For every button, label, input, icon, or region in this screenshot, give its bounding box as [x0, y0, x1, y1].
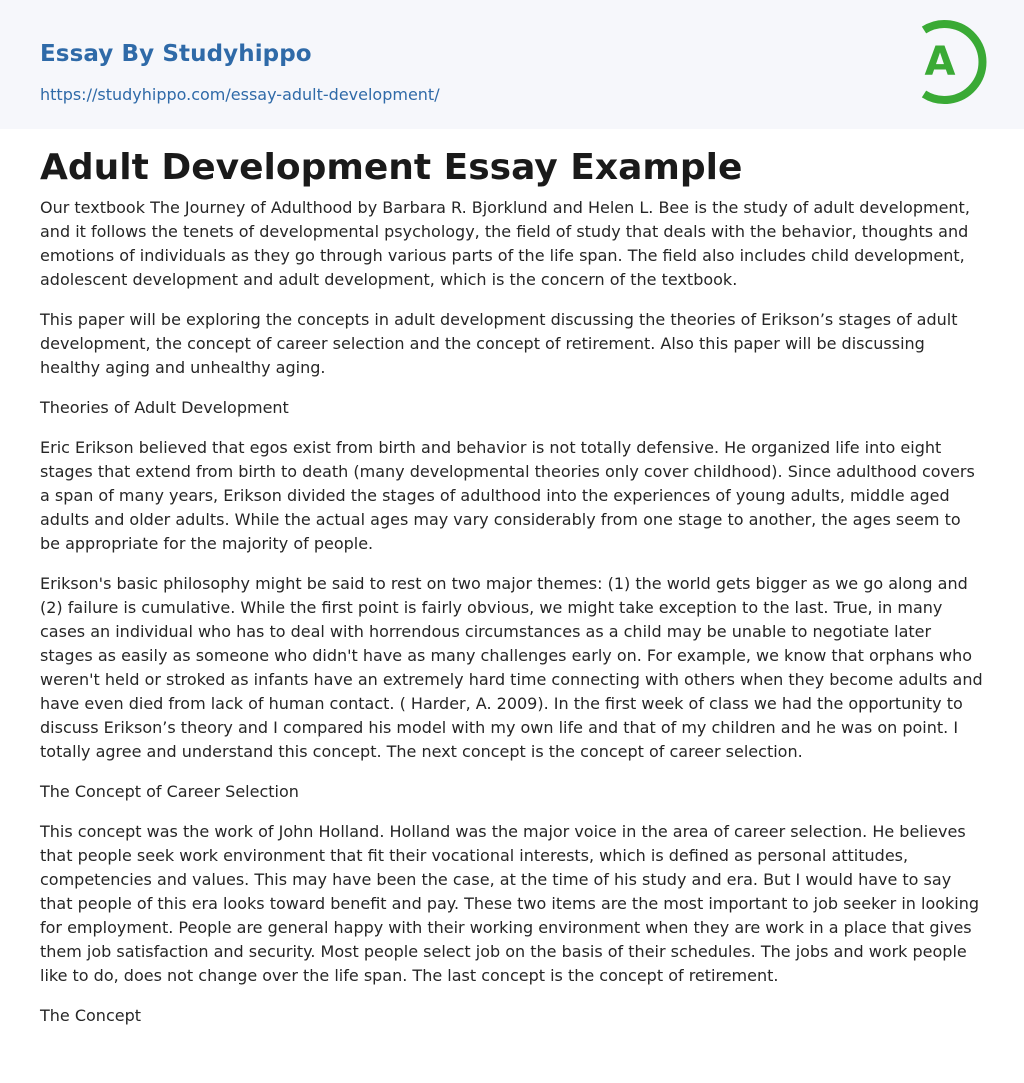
paragraph-5: This concept was the work of John Holland. Holland was the major voice in the area of career selection. He believes that people seek work environment that fit their vocational interests, which is defined as personal attitudes, competencies and values. This may have been the case, at the time of his study and era. But I would have to say that people of this era looks toward benefit and pay. These two items are the most important to job seeker in looking for employment. People are general happy with their working environment when they are work in a place that gives them job satisfaction and security. Most people select job on the basis of their schedules. The jobs and work people like to do, does not change over the life span. The last concept is the concept of retirement. — [40, 822, 980, 985]
section-heading-theories: Theories of Adult Development — [40, 398, 289, 417]
essay-url-link[interactable]: https://studyhippo.com/essay-adult-development/ — [40, 85, 440, 104]
article-content — [0, 129, 1024, 1028]
site-brand[interactable]: Essay By Studyhippo — [40, 41, 312, 67]
site-header — [0, 0, 1024, 129]
paragraph-1: Our textbook The Journey of Adulthood by Barbara R. Bjorklund and Helen L. Bee is the study of adult development, and it follows the tenets of developmental psychology, the field of study that deals with the behavior, thoughts and emotions of individuals as they go through various parts of the life span. The field also includes child development, adolescent development and adult development, which is the concern of the textbook. — [40, 198, 970, 289]
logo-letter: A — [924, 39, 956, 85]
paragraph-2: This paper will be exploring the concepts in adult development discussing the theories of Erikson’s stages of adult development, the concept of career selection and the concept of retirement. Also this paper will be discussing healthy aging and unhealthy aging. — [40, 310, 958, 377]
article-title: Adult Development Essay Example — [40, 147, 743, 188]
section-heading-concept: The Concept — [40, 1006, 142, 1025]
section-heading-career: The Concept of Career Selection — [40, 782, 299, 801]
paragraph-4: Erikson's basic philosophy might be said to rest on two major themes: (1) the world gets bigger as we go along and (2) failure is cumulative. While the first point is fairly obvious, we might take exception to the last. True, in many cases an individual who has to deal with horrendous circumstances as a child may be unable to negotiate later stages as easily as someone who didn't have as many challenges early on. For example, we know that orphans who weren't held or stroked as infants have an extremely hard time connecting with others when they become adults and have even died from lack of human contact. ( Harder, A. 2009). In the first week of class we had the opportunity to discuss Erikson’s theory and I compared his model with my own life and that of my children and he was on point. I totally agree and understand this concept. The next concept is the concept of career selection. — [40, 574, 983, 761]
studyhippo-logo-icon[interactable] — [912, 18, 988, 106]
paragraph-3: Eric Erikson believed that egos exist from birth and behavior is not totally defensive. He organized life into eight stages that extend from birth to death (many developmental theories only cover childhood). Since adulthood covers a span of many years, Erikson divided the stages of adulthood into the experiences of young adults, middle aged adults and older adults. While the actual ages may vary considerably from one stage to another, the ages seem to be appropriate for the majority of people. — [40, 438, 975, 553]
